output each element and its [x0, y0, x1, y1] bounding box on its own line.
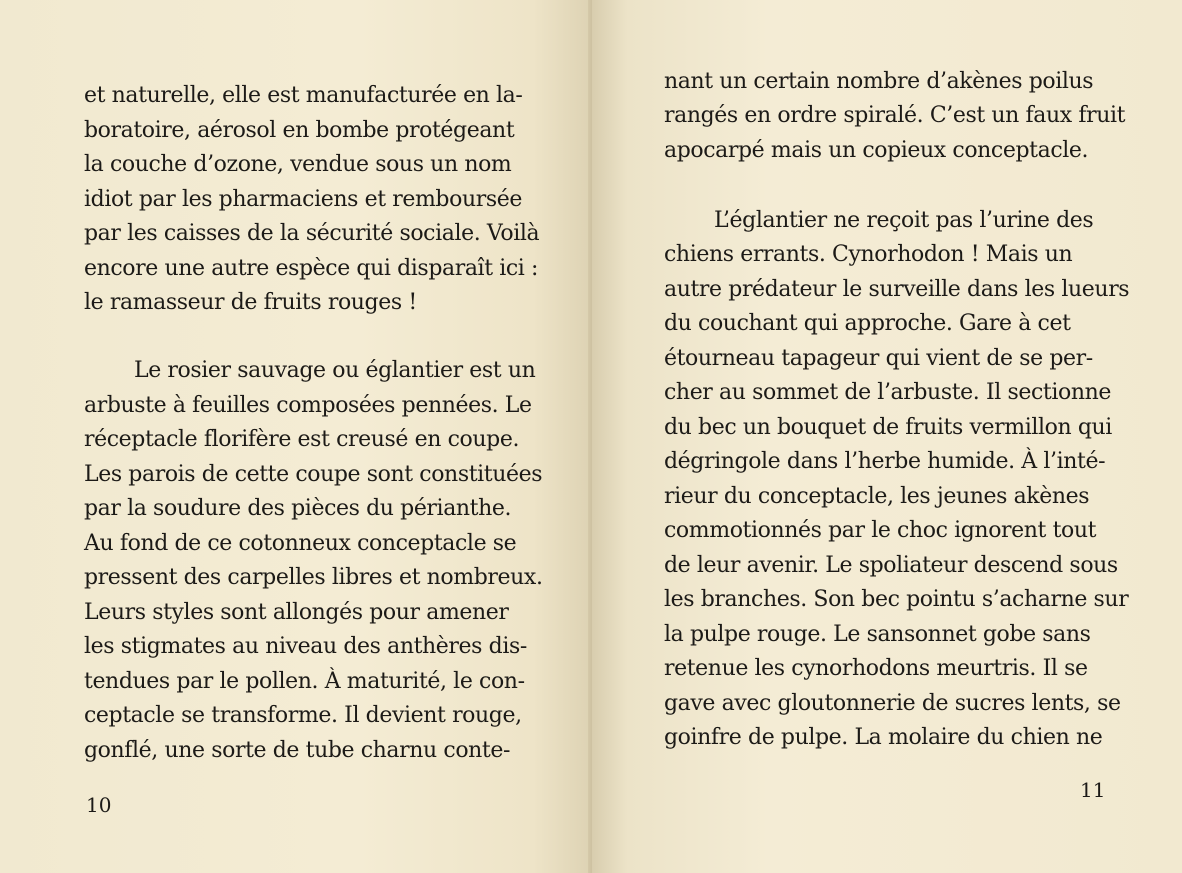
text-line: gave avec gloutonnerie de sucres lents, se: [664, 691, 1121, 716]
right-page: [592, 0, 1182, 873]
text-line: rieur du conceptacle, les jeunes akènes: [664, 484, 1090, 509]
text-line: dégringole dans l’herbe humide. À l’inté-: [664, 449, 1106, 474]
text-line: du bec un bouquet de fruits vermillon qui: [664, 415, 1112, 440]
text-line: les branches. Son bec pointu s’acharne sur: [664, 587, 1129, 612]
text-line: du couchant qui approche. Gare à cet: [664, 311, 1071, 336]
text-line: la couche d’ozone, vendue sous un nom: [84, 152, 512, 177]
text-line: gonflé, une sorte de tube charnu conte-: [84, 738, 511, 763]
text-line: tendues par le pollen. À maturité, le con-: [84, 669, 525, 694]
text-line: Leurs styles sont allongés pour amener: [84, 600, 509, 625]
text-line: de leur avenir. Le spoliateur descend sous: [664, 553, 1118, 578]
text-line: arbuste à feuilles composées pennées. Le: [84, 393, 532, 418]
text-line: le ramasseur de fruits rouges !: [84, 290, 417, 315]
text-line: ceptacle se transforme. Il devient rouge,: [84, 703, 522, 728]
text-line: par la soudure des pièces du périanthe.: [84, 496, 512, 521]
text-line: cher au sommet de l’arbuste. Il sectionne: [664, 380, 1111, 405]
text-line: rangés en ordre spiralé. C’est un faux fruit: [664, 103, 1126, 128]
text-line: encore une autre espèce qui disparaît ici :: [84, 256, 539, 281]
text-line: goinfre de pulpe. La molaire du chien ne: [664, 725, 1103, 750]
text-line: retenue les cynorhodons meurtris. Il se: [664, 656, 1088, 681]
page-number: 10: [86, 793, 112, 817]
text-line: pressent des carpelles libres et nombreux.: [84, 565, 543, 590]
text-line: Au fond de ce cotonneux conceptacle se: [84, 531, 517, 556]
text-line: Les parois de cette coupe sont constituées: [84, 462, 543, 487]
text-line: la pulpe rouge. Le sansonnet gobe sans: [664, 622, 1091, 647]
paragraph-start-line: L’églantier ne reçoit pas l’urine des: [714, 208, 1094, 233]
text-line: les stigmates au niveau des anthères dis-: [84, 634, 527, 659]
text-line: étourneau tapageur qui vient de se per-: [664, 346, 1093, 371]
paragraph-start-line: Le rosier sauvage ou églantier est un: [134, 358, 536, 383]
text-line: chiens errants. Cynorhodon ! Mais un: [664, 242, 1073, 267]
text-line: boratoire, aérosol en bombe protégeant: [84, 118, 515, 143]
text-line: autre prédateur le surveille dans les lueurs: [664, 277, 1130, 302]
text-line: apocarpé mais un copieux conceptacle.: [664, 138, 1089, 163]
page-number: 11: [1080, 778, 1106, 802]
text-line: commotionnés par le choc ignorent tout: [664, 518, 1097, 543]
text-line: par les caisses de la sécurité sociale. Voilà: [84, 221, 540, 246]
text-line: idiot par les pharmaciens et remboursée: [84, 187, 522, 212]
text-line: et naturelle, elle est manufacturée en la-: [84, 83, 523, 108]
text-line: réceptacle florifère est creusé en coupe.: [84, 427, 520, 452]
text-line: nant un certain nombre d’akènes poilus: [664, 69, 1094, 94]
